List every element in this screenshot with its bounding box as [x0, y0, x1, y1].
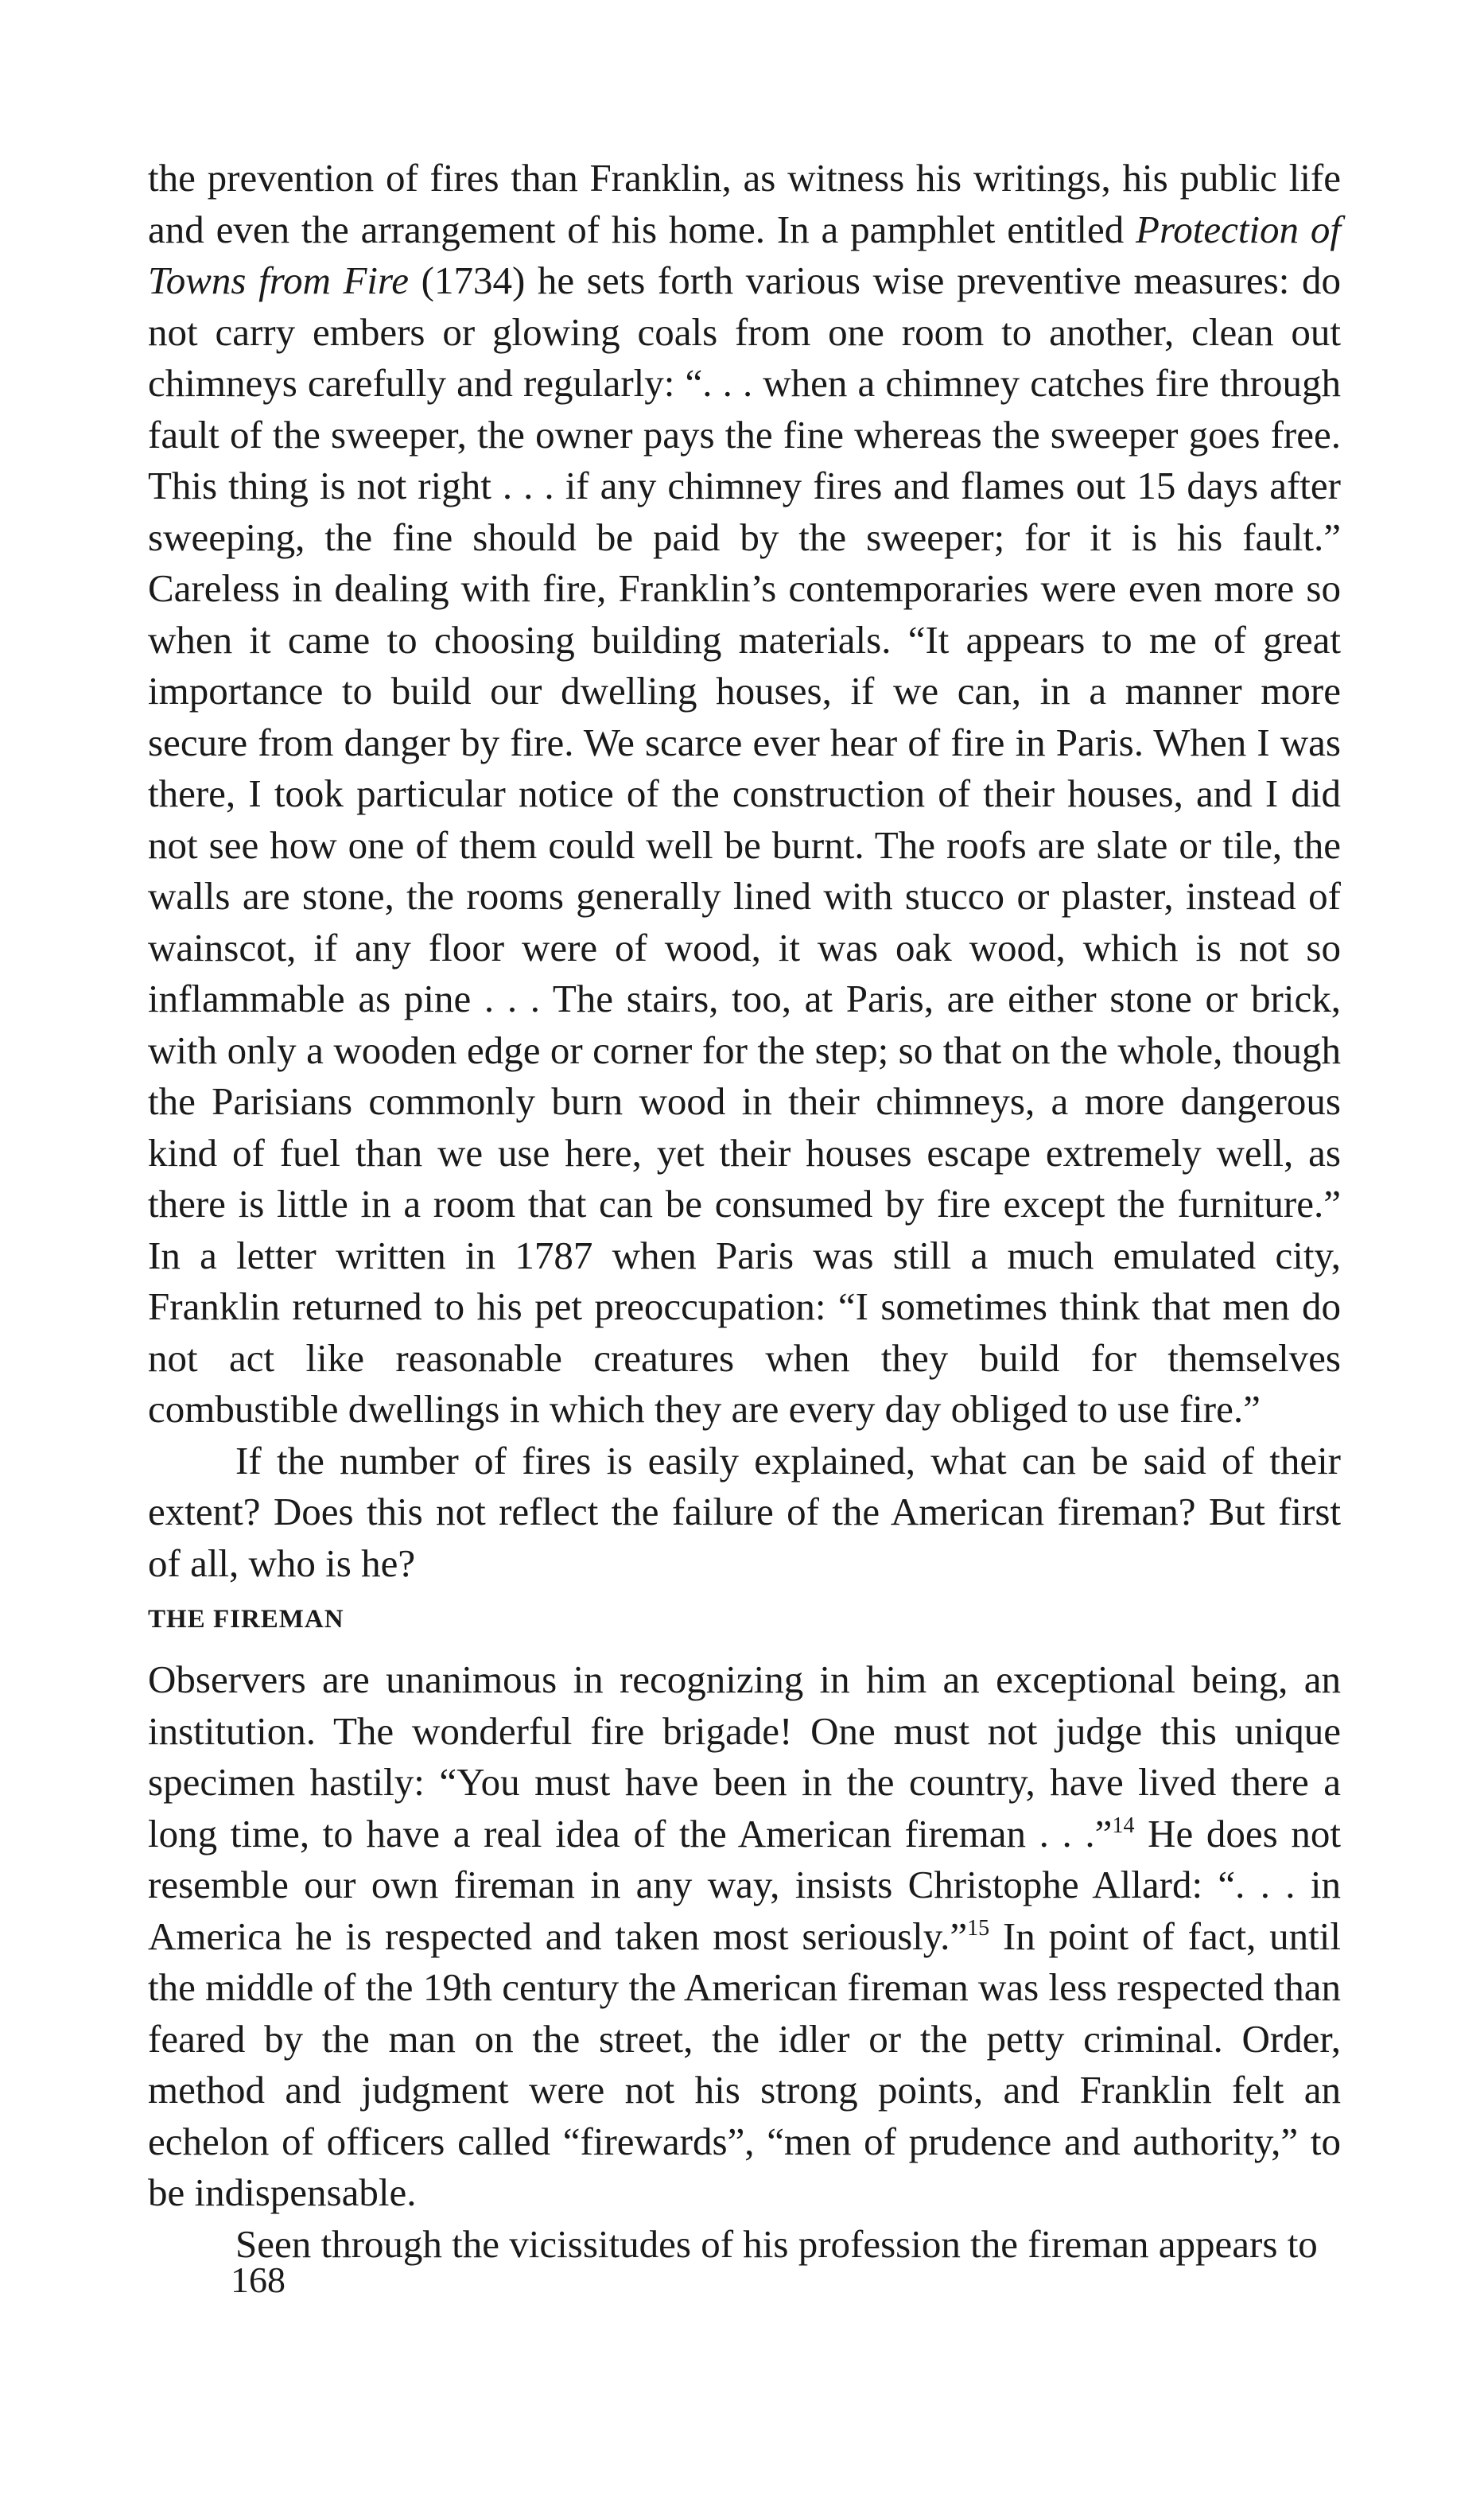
pamphlet-title: Protection of Towns from Fire — [148, 207, 1341, 302]
paragraph-fire-extent: If the number of fires is easily explained, what can be said of their extent? Does this not reflect the failure of the American fireman? But first of all, who is he? — [148, 1438, 1341, 1585]
paragraph-3-text-c: In point of fact, until the middle of the 19th century the American fireman was less respected than feared by the man on the street, the idler or the petty criminal. Order, method and judgment were not his strong points, and Franklin felt an echelon of officers called “firewards”, “men of prudence and authority,” to be indispensable. — [148, 1914, 1341, 2214]
page-number: 168 — [231, 2260, 286, 2300]
body-paragraph-1 — [148, 153, 1341, 1589]
paragraph-observers — [148, 1654, 1341, 2219]
paragraph-vicissitudes: Seen through the vicissitudes of his profession the fireman appears to — [235, 2221, 1318, 2266]
paragraph-3-text-a: Observers are unanimous in recognizing in him an exceptional being, an institution. The wonderful fire brigade! One must not judge this unique specimen hastily: “You must have been in the country, have lived there a long time, to have a real idea of the American fireman . . .” — [148, 1657, 1341, 1855]
footnote-marker-15: 15 — [967, 1915, 990, 1941]
section-heading: THE FIREMAN — [148, 1605, 344, 1634]
paragraph-1-text-b: (1734) he sets forth various wise preventive measures: do not carry embers or glowing coals from one room to another, clean out chimneys carefully and regularly: “. . . when a chimney catches fire through fault of the sweeper, the owner pays the fine whereas the sweeper goes free. This thing is not right . . . if any chimney fires and flames out 15 days after sweeping, the fine should be paid by the sweeper; for it is his fault.” Careless in dealing with fire, Franklin’s contemporaries were even more so when it came to choosing building materials. “It appears to me of great importance to build our dwelling houses, if we can, in a manner more secure from danger by fire. We scarce ever hear of fire in Paris. When I was there, I took particular notice of the construction of their houses, and I did not see how one of them could well be burnt. The roofs are slate or tile, the walls are stone, the rooms generally lined with stucco or plaster, instead of wainscot, if any floor were of wood, it was oak wood, which is not so inflammable as pine . . . The stairs, too, at Paris, are either stone or brick, with only a wooden edge or corner for the step; so that on the whole, though the Parisians commonly burn wood in their chimneys, a more dangerous kind of fuel than we use here, yet their houses escape extremely well, as there is little in a room that can be consumed by fire except the furniture.” In a letter written in 1787 when Paris was still a much emulated city, Franklin returned to his pet preoccupation: “I sometimes think that men do not act like reasonable creatures when they build for themselves combustible dwellings in which they are every day obliged to use fire.” — [148, 258, 1341, 1431]
footnote-marker-14: 14 — [1112, 1813, 1135, 1838]
paragraph-3-text-b: He does not resemble our own fireman in any way, insists Christophe Allard: “. . . in America he is respected and taken most seriously.” — [148, 1811, 1341, 1958]
body-paragraph-fireman — [148, 1654, 1341, 2270]
paragraph-franklin-fire-prevention — [148, 153, 1341, 1436]
paragraph-1-text-a: the prevention of fires than Franklin, as witness his writings, his public life and even the arrangement of his home. In a pamphlet entitled — [148, 156, 1341, 251]
